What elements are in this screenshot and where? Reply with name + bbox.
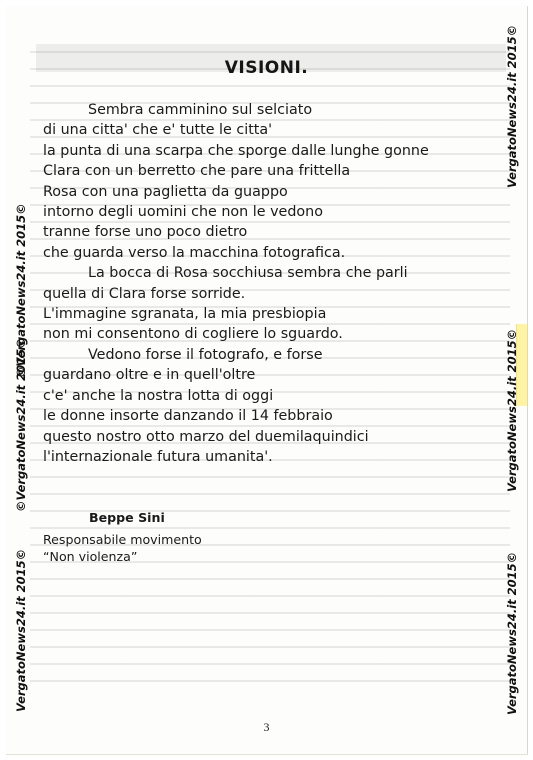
watermark-left-bottom: VergatoNews24.it 2015© [14,548,28,712]
poem-line: guardano oltre e in quell'oltre [43,367,256,384]
poem-line: Clara con un berretto che pare una frittella [43,163,351,180]
poem-line: intorno degli uomini che non le vedono [43,204,323,221]
poem-line: di una citta' che e' tutte le citta' [43,122,273,139]
watermark-left-middle: ©VergatoNews24.it 2015© [14,337,28,512]
watermark-right-middle: VergatoNews24.it 2015© [505,328,519,492]
poem-line: Sembra camminino sul selciato [88,102,313,118]
poem-line: l'internazionale futura umanita'. [43,448,273,465]
poem-line: Vedono forse il fotografo, e forse [88,346,323,363]
poem-body [43,100,463,467]
poem-line: non mi consentono di cogliere lo sguardo. [43,326,343,343]
poem-line: La bocca di Rosa socchiusa sembra che parli [88,265,408,282]
author-role: Responsabile movimento [43,532,202,547]
author-role-quote: “Non violenza” [43,549,138,564]
poem-title: VISIONI. [224,58,309,78]
poem-line: Rosa con una paglietta da guappo [43,183,288,200]
poem-line: questo nostro otto marzo del duemilaquindici [43,428,369,445]
author-name: Beppe Sini [89,510,165,525]
signature-block [43,510,202,565]
poem-line: le donne insorte danzando il 14 febbraio [43,408,333,425]
poem-line: tranne forse uno poco dietro [43,224,248,241]
watermark-right-top: VergatoNews24.it 2015© [505,24,519,188]
poem-line: che guarda verso la macchina fotografica. [43,244,346,261]
poem-line: L'immagine sgranata, la mia presbiopia [43,306,327,323]
poem-line: la punta di una scarpa che sporge dalle lunghe gonne [43,142,429,159]
poem-line: c'e' anche la nostra lotta di oggi [43,387,274,404]
watermark-right-bottom: VergatoNews24.it 2015© [505,551,519,715]
watermark-left-top: ©VergatoNews24.it 2015© [14,203,28,378]
page-number: 3 [263,720,270,734]
poem-line: quella di Clara forse sorride. [43,285,246,302]
